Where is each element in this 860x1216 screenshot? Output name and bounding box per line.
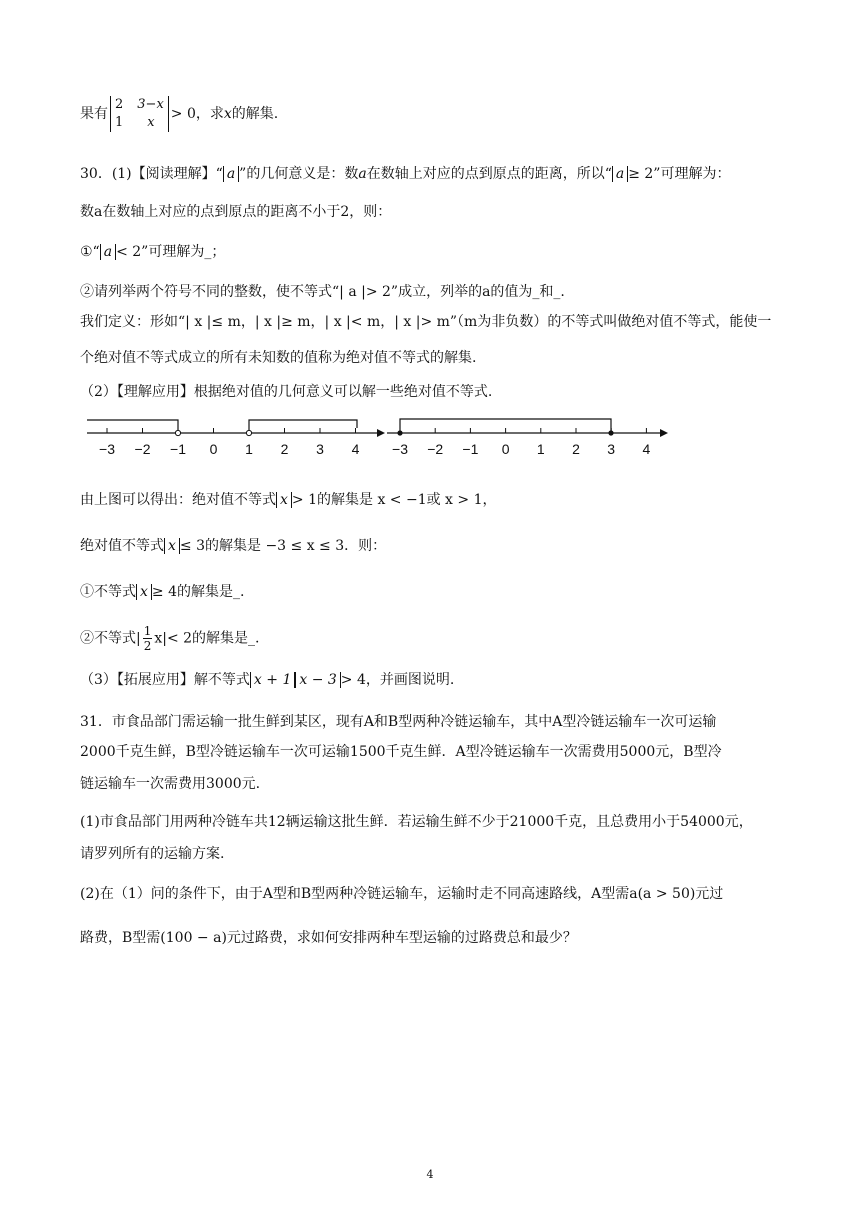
q31-line1: 31．市食品部门需运输一批生鲜到某区，现有A和B型两种冷链运输车，其中A型冷链运输车一次可运输 <box>80 714 717 730</box>
number-line-2 <box>387 419 668 457</box>
axis1-tick-label: −1 <box>170 441 186 457</box>
q31-part1-line1: (1)市食品部门用两种冷链车共12辆运输这批生鲜．若运输生鲜不少于21000千克，且总费用小于54000元， <box>80 814 753 830</box>
axis1-tick-label: 4 <box>351 441 360 457</box>
determinant: 2 3−x 1 x <box>110 96 169 132</box>
axis2-tick-label: 2 <box>572 441 580 457</box>
axis2-tick-label: −2 <box>427 441 444 457</box>
number-line-figure <box>82 406 682 466</box>
q30-line10: ①不等式 x ≥ 4的解集是_. <box>80 584 245 600</box>
axis2-tick-label: 4 <box>642 441 651 457</box>
axis1-tick-label: 2 <box>280 441 289 457</box>
axis2-tick-label: 3 <box>607 441 616 457</box>
axis2-tick-label: 1 <box>536 441 545 457</box>
axis2-tick-label: 0 <box>501 441 510 457</box>
q30-line3: ①“ a < 2”可理解为_； <box>80 244 226 260</box>
q31-part2-line1: (2)在（1）问的条件下，由于A型和B型两种冷链运输车，运输时走不同高速路线，A型需a(a > 50)元过 <box>80 886 724 902</box>
q30-line4: ②请列举两个符号不同的整数，使不等式“| a |> 2”成立，列举的a的值为_和_. <box>80 284 565 300</box>
q30-part2-heading: （2）【理解应用】根据绝对值的几何意义可以解一些绝对值不等式. <box>80 384 493 400</box>
q30-line2: 数a在数轴上对应的点到原点的距离不小于2，则： <box>80 204 392 220</box>
number-line-1 <box>87 420 385 457</box>
axis1-tick-label: −3 <box>99 441 115 457</box>
axis1-tick-label: 1 <box>245 441 253 457</box>
q30-part3: （3）【拓展应用】解不等式 x + 1 x − 3 > 4，并画图说明. <box>80 672 455 688</box>
axis1-tick-label: 0 <box>209 441 218 457</box>
axis2-tick-label: −3 <box>392 441 408 457</box>
q30-line1: 30．(1)【阅读理解】“ a ”的几何意义是：数a在数轴上对应的点到原点的距离，所以“ a ≥ 2”可理解为： <box>80 166 731 182</box>
axis1-tick-label: 3 <box>316 441 324 457</box>
q31-line2: 2000千克生鲜，B型冷链运输车一次可运输1500千克生鲜．A型冷链运输车一次需费用5000元，B型冷 <box>80 744 722 760</box>
q30-line8: 由上图可以得出：绝对值不等式 x > 1的解集是 x < −1或 x > 1， <box>80 492 497 508</box>
q30-line11: ②不等式| $\frac{1}{2}$ x|< 2的解集是_. <box>80 624 260 653</box>
q30-line9: 绝对值不等式 x ≤ 3的解集是 −3 ≤ x ≤ 3．则： <box>80 538 387 554</box>
q30-definition-2: 个绝对值不等式成立的所有未知数的值称为绝对值不等式的解集. <box>80 350 477 366</box>
fraction-one-half: $\frac{1}{2}$ <box>143 624 152 653</box>
q31-part1-line2: 请罗列所有的运输方案. <box>80 846 225 862</box>
q29-tail: 果有 2 3−x 1 x > 0，求x的解集. <box>80 97 279 130</box>
q30-definition-1: 我们定义：形如“| x |≤ m，| x |≥ m，| x |< m，| x |> m”（m为非负数）的不等式叫做绝对值不等式，能使一 <box>80 314 772 330</box>
q31-part2-line2: 路费，B型需(100 − a)元过路费，求如何安排两种车型运输的过路费总和最少？ <box>80 930 577 946</box>
page-number: 4 <box>426 1168 434 1181</box>
q31-line3: 链运输车一次需费用3000元. <box>80 776 261 792</box>
axis2-tick-label: −1 <box>462 441 479 457</box>
axis1-tick-label: −2 <box>134 441 151 457</box>
